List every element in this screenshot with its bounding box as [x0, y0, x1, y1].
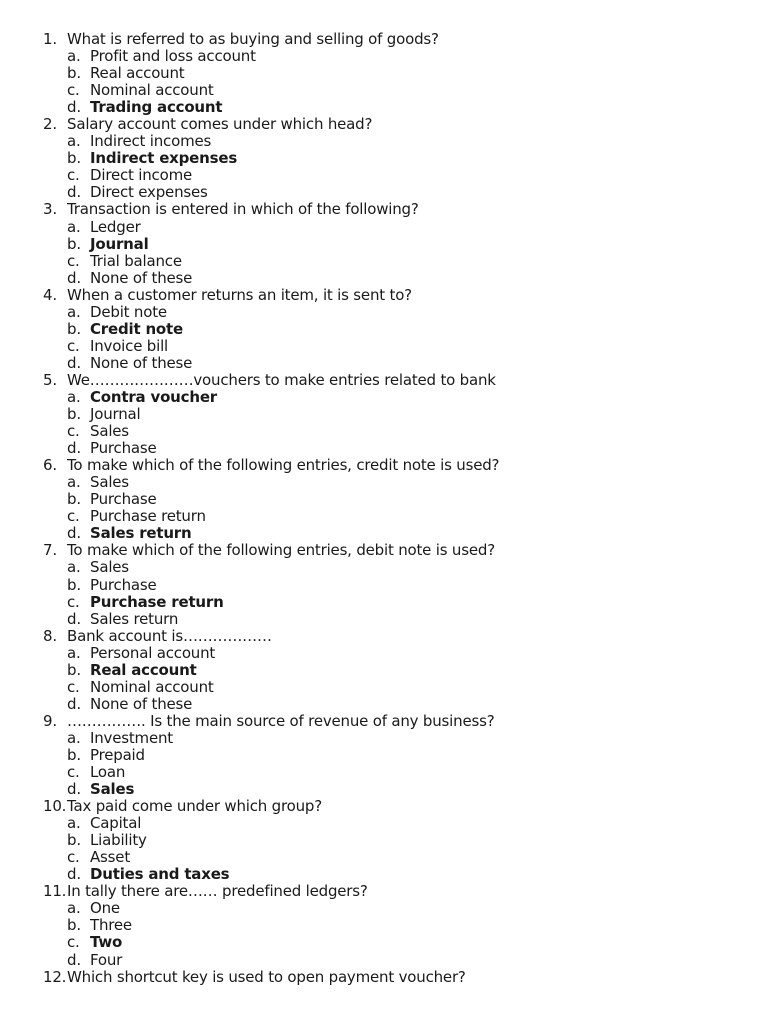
answer-option [43, 594, 743, 611]
question-number: 12. [43, 967, 67, 986]
question-number: 11. [43, 882, 67, 901]
option-text-correct-answer: Trading account [90, 98, 223, 117]
option-letter: a. [67, 302, 81, 321]
option-text: Asset [90, 848, 131, 867]
answer-option [43, 952, 743, 969]
question-4 [43, 287, 743, 372]
option-letter: d. [67, 524, 81, 543]
option-letter: d. [67, 439, 81, 458]
option-letter: b. [67, 745, 81, 764]
option-letter: b. [67, 831, 81, 850]
question-line [43, 287, 743, 304]
question-10 [43, 798, 743, 883]
option-text: Journal [90, 405, 141, 424]
question-number: 3. [43, 200, 57, 219]
option-letter: b. [67, 916, 81, 935]
option-letter: a. [67, 387, 81, 406]
option-letter: c. [67, 166, 80, 185]
answer-option [43, 832, 743, 849]
option-text: Debit note [90, 302, 167, 321]
option-text: Four [90, 950, 123, 969]
question-5 [43, 372, 743, 457]
answer-option [43, 764, 743, 781]
option-text: None of these [90, 694, 193, 713]
question-number: 1. [43, 30, 57, 48]
question-number: 9. [43, 711, 57, 730]
option-text-correct-answer: Credit note [90, 319, 183, 338]
option-letter: b. [67, 660, 81, 679]
option-text: Indirect incomes [90, 132, 212, 151]
question-line [43, 31, 743, 48]
option-text: Sales return [90, 609, 179, 628]
answer-option [43, 491, 743, 508]
answer-option [43, 440, 743, 457]
answer-option [43, 577, 743, 594]
option-text: Real account [90, 64, 185, 83]
question-number: 7. [43, 541, 57, 560]
option-letter: c. [67, 763, 80, 782]
answer-option [43, 150, 743, 167]
question-number: 2. [43, 115, 57, 134]
option-text-correct-answer: Sales return [90, 524, 192, 543]
option-text: Direct income [90, 166, 193, 185]
option-letter: a. [67, 814, 81, 833]
question-3 [43, 201, 743, 286]
answer-option [43, 304, 743, 321]
option-text: Investment [90, 728, 173, 747]
quiz-question-list [43, 31, 743, 986]
option-letter: a. [67, 47, 81, 66]
question-9 [43, 713, 743, 798]
option-text-correct-answer: Journal [90, 234, 149, 253]
option-text-correct-answer: Contra voucher [90, 387, 218, 406]
option-letter: b. [67, 490, 81, 509]
option-letter: d. [67, 353, 81, 372]
answer-option [43, 184, 743, 201]
question-8 [43, 628, 743, 713]
option-letter: a. [67, 558, 81, 577]
option-text: Sales [90, 422, 129, 441]
answer-option [43, 525, 743, 542]
question-text: We…………………vouchers to make entries related to bank [67, 370, 496, 389]
question-1 [43, 31, 743, 116]
option-text: Liability [90, 831, 147, 850]
question-2 [43, 116, 743, 201]
answer-option [43, 849, 743, 866]
option-text: Nominal account [90, 81, 214, 100]
question-text: Bank account is……………… [67, 626, 272, 645]
answer-option [43, 65, 743, 82]
option-letter: d. [67, 950, 81, 969]
option-text: None of these [90, 353, 193, 372]
answer-option [43, 900, 743, 917]
option-letter: a. [67, 728, 81, 747]
option-letter: c. [67, 507, 80, 526]
option-letter: c. [67, 336, 80, 355]
question-text: Which shortcut key is used to open payment voucher? [67, 967, 466, 986]
answer-option [43, 696, 743, 713]
option-letter: c. [67, 933, 80, 952]
answer-option [43, 355, 743, 372]
option-text: Ledger [90, 217, 141, 236]
option-letter: c. [67, 251, 80, 270]
option-letter: a. [67, 643, 81, 662]
option-text: One [90, 899, 120, 918]
option-text-correct-answer: Sales [90, 780, 135, 799]
question-text: In tally there are…… predefined ledgers? [67, 882, 368, 901]
option-text-correct-answer: Purchase return [90, 592, 224, 611]
question-line [43, 713, 743, 730]
option-text: Capital [90, 814, 142, 833]
answer-option [43, 253, 743, 270]
answer-option [43, 611, 743, 628]
option-text-correct-answer: Indirect expenses [90, 149, 238, 168]
option-letter: a. [67, 899, 81, 918]
answer-option [43, 270, 743, 287]
answer-option [43, 406, 743, 423]
option-letter: b. [67, 405, 81, 424]
option-letter: b. [67, 234, 81, 253]
answer-option [43, 321, 743, 338]
question-11 [43, 883, 743, 968]
question-text: Tax paid come under which group? [67, 797, 323, 816]
option-text: Direct expenses [90, 183, 208, 202]
question-line [43, 798, 743, 815]
answer-option [43, 423, 743, 440]
question-number: 6. [43, 456, 57, 475]
option-text-correct-answer: Two [90, 933, 123, 952]
answer-option [43, 662, 743, 679]
answer-option [43, 236, 743, 253]
option-letter: c. [67, 592, 80, 611]
option-text: Invoice bill [90, 336, 169, 355]
option-letter: c. [67, 422, 80, 441]
answer-option [43, 559, 743, 576]
option-letter: b. [67, 319, 81, 338]
option-letter: d. [67, 694, 81, 713]
answer-option [43, 474, 743, 491]
option-letter: d. [67, 865, 81, 884]
question-number: 5. [43, 370, 57, 389]
option-text: Prepaid [90, 745, 145, 764]
option-text: Profit and loss account [90, 47, 256, 66]
option-letter: a. [67, 473, 81, 492]
option-text: Trial balance [90, 251, 182, 270]
option-text: Loan [90, 763, 126, 782]
answer-option [43, 934, 743, 951]
option-text-correct-answer: Real account [90, 660, 197, 679]
question-text: When a customer returns an item, it is sent to? [67, 285, 412, 304]
question-number: 4. [43, 285, 57, 304]
question-7 [43, 542, 743, 627]
option-letter: b. [67, 575, 81, 594]
answer-option [43, 48, 743, 65]
option-letter: d. [67, 183, 81, 202]
option-text: Nominal account [90, 677, 214, 696]
answer-option [43, 730, 743, 747]
question-line [43, 116, 743, 133]
answer-option [43, 815, 743, 832]
question-number: 10. [43, 797, 67, 816]
answer-option [43, 219, 743, 236]
option-text: Purchase [90, 439, 157, 458]
option-text: None of these [90, 268, 193, 287]
option-letter: a. [67, 132, 81, 151]
question-line [43, 969, 743, 986]
option-text: Personal account [90, 643, 216, 662]
answer-option [43, 338, 743, 355]
option-text: Purchase return [90, 507, 206, 526]
option-letter: d. [67, 609, 81, 628]
option-letter: d. [67, 780, 81, 799]
option-text: Purchase [90, 575, 157, 594]
question-text: What is referred to as buying and selling of goods? [67, 30, 439, 48]
answer-option [43, 645, 743, 662]
question-text: Salary account comes under which head? [67, 115, 373, 134]
answer-option [43, 747, 743, 764]
question-number: 8. [43, 626, 57, 645]
question-text: To make which of the following entries, credit note is used? [67, 456, 500, 475]
answer-option [43, 167, 743, 184]
answer-option [43, 82, 743, 99]
option-text: Sales [90, 473, 129, 492]
question-6 [43, 457, 743, 542]
question-text: ……………. Is the main source of revenue of any business? [67, 711, 495, 730]
option-letter: b. [67, 64, 81, 83]
option-text: Purchase [90, 490, 157, 509]
option-letter: d. [67, 268, 81, 287]
answer-option [43, 781, 743, 798]
option-letter: c. [67, 848, 80, 867]
answer-option [43, 99, 743, 116]
option-text: Three [90, 916, 132, 935]
option-letter: c. [67, 81, 80, 100]
answer-option [43, 389, 743, 406]
option-text: Sales [90, 558, 129, 577]
question-line [43, 883, 743, 900]
question-line [43, 628, 743, 645]
answer-option [43, 679, 743, 696]
question-line [43, 542, 743, 559]
answer-option [43, 917, 743, 934]
question-line [43, 372, 743, 389]
question-12 [43, 969, 743, 986]
question-line [43, 201, 743, 218]
option-letter: d. [67, 98, 81, 117]
option-text-correct-answer: Duties and taxes [90, 865, 230, 884]
question-text: To make which of the following entries, debit note is used? [67, 541, 495, 560]
answer-option [43, 133, 743, 150]
answer-option [43, 866, 743, 883]
answer-option [43, 508, 743, 525]
question-text: Transaction is entered in which of the following? [67, 200, 419, 219]
option-letter: a. [67, 217, 81, 236]
option-letter: b. [67, 149, 81, 168]
question-line [43, 457, 743, 474]
option-letter: c. [67, 677, 80, 696]
